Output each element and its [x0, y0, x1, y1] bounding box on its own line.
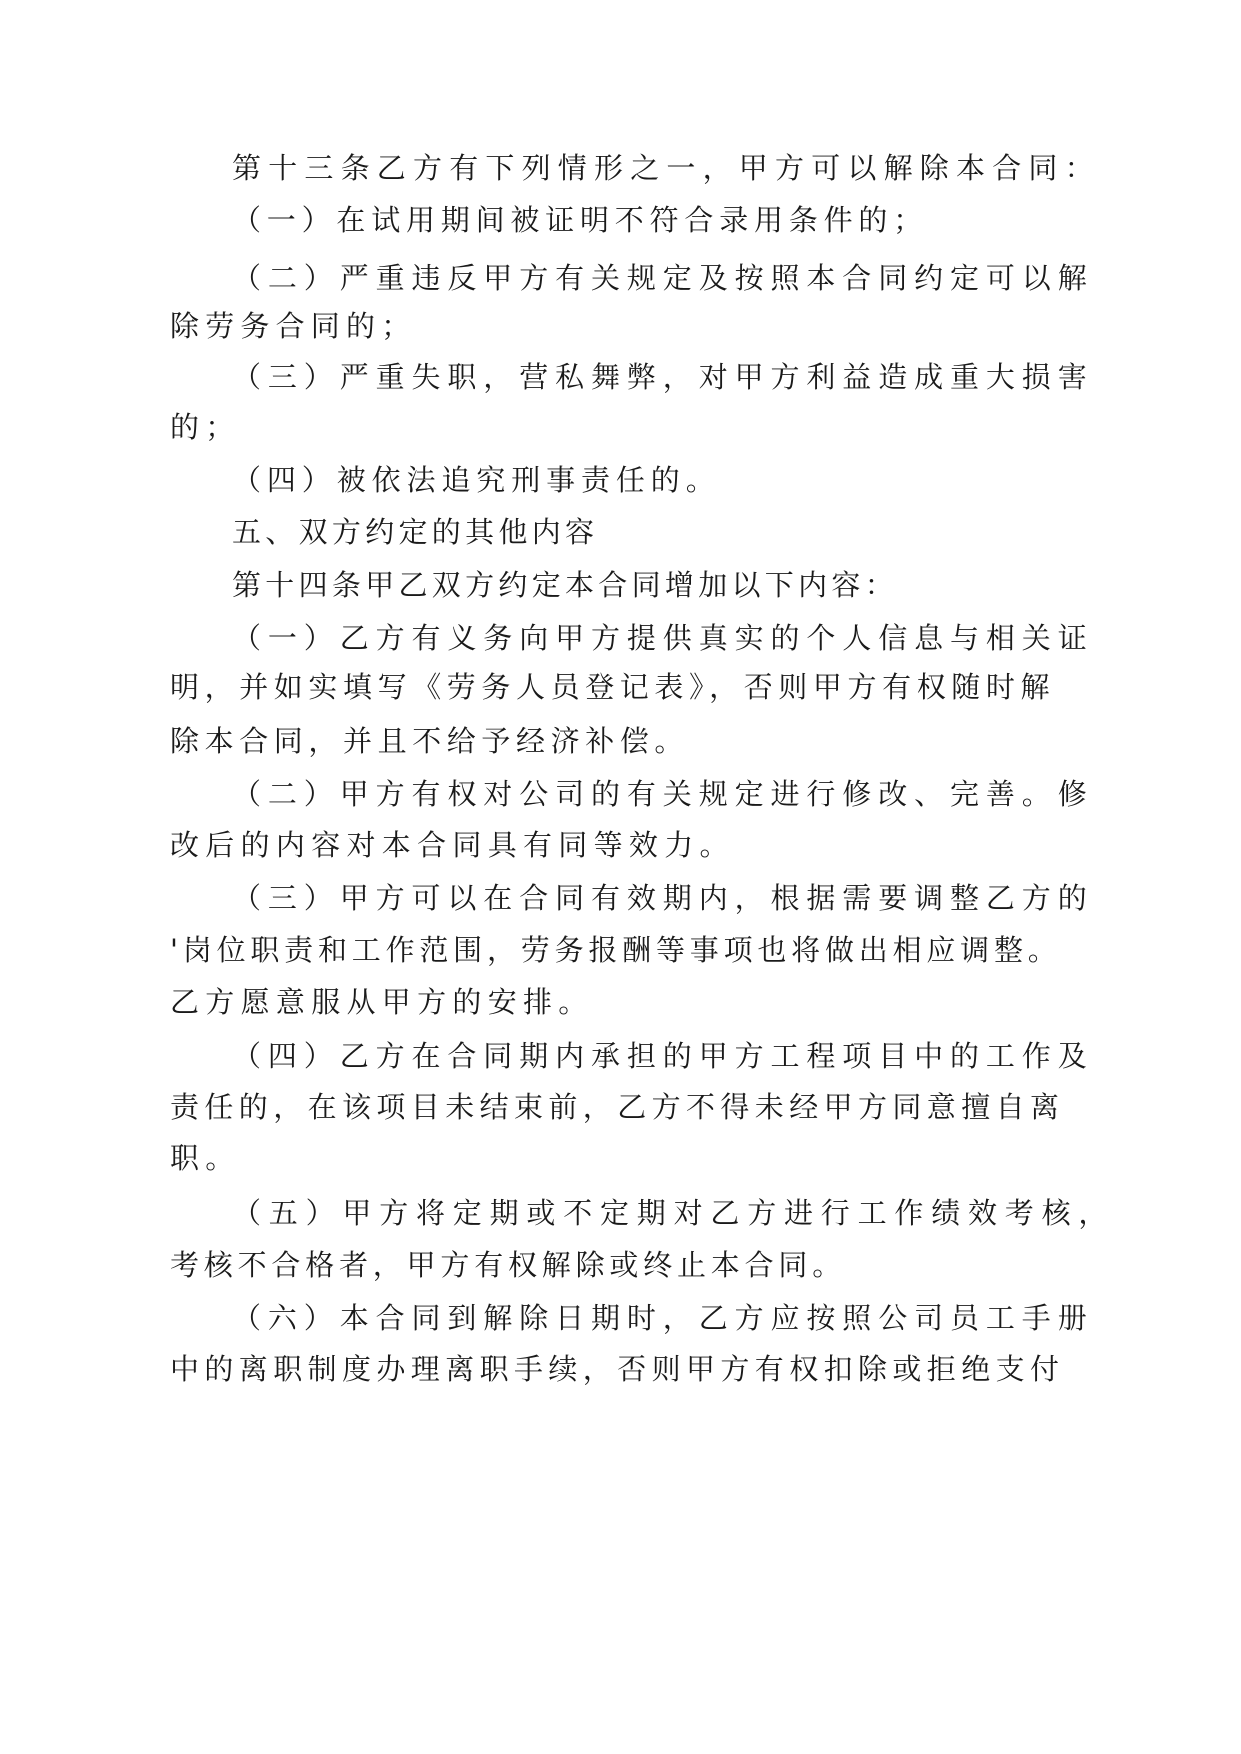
article-14-item-2: （二）甲方有权对公司的有关规定进行修改、完善。修	[232, 777, 1094, 811]
article-14-item-5: （五）甲方将定期或不定期对乙方进行工作绩效考核，	[232, 1196, 1116, 1230]
article-14-item-3-cont-2: 乙方愿意服从甲方的安排。	[170, 985, 594, 1019]
article-14-heading: 第十四条甲乙双方约定本合同增加以下内容：	[232, 568, 899, 602]
article-14-item-3-cont-1: '岗位职责和工作范围，劳务报酬等事项也将做出相应调整。	[170, 933, 1062, 967]
article-13-item-4: （四）被依法追究刑事责任的。	[232, 463, 721, 497]
article-14-item-4-cont-1: 责任的，在该项目未结束前，乙方不得未经甲方同意擅自离	[170, 1090, 1065, 1124]
section-5-heading: 五、双方约定的其他内容	[232, 515, 599, 549]
article-14-item-4-cont-2: 职。	[170, 1141, 241, 1175]
article-14-item-1-cont-2: 除本合同，并且不给予经济补偿。	[170, 724, 690, 758]
article-14-item-6: （六）本合同到解除日期时，乙方应按照公司员工手册	[232, 1301, 1094, 1335]
article-14-item-3: （三）甲方可以在合同有效期内，根据需要调整乙方的	[232, 881, 1094, 915]
article-13-heading: 第十三条乙方有下列情形之一，甲方可以解除本合同：	[232, 151, 1101, 185]
article-13-item-1: （一）在试用期间被证明不符合录用条件的；	[232, 203, 929, 237]
article-14-item-1: （一）乙方有义务向甲方提供真实的个人信息与相关证	[232, 621, 1094, 655]
article-14-item-5-cont: 考核不合格者，甲方有权解除或终止本合同。	[170, 1248, 847, 1282]
article-13-item-3-cont: 的；	[170, 410, 241, 444]
article-13-item-2: （二）严重违反甲方有关规定及按照本合同约定可以解	[232, 261, 1094, 295]
article-14-item-6-cont: 中的离职制度办理离职手续，否则甲方有权扣除或拒绝支付	[170, 1352, 1065, 1386]
article-13-item-3: （三）严重失职，营私舞弊，对甲方利益造成重大损害	[232, 360, 1094, 394]
article-14-item-2-cont: 改后的内容对本合同具有同等效力。	[170, 828, 735, 862]
article-14-item-1-cont-1: 明，并如实填写《劳务人员登记表》，否则甲方有权随时解	[170, 670, 1056, 704]
article-13-item-2-cont: 除劳务合同的；	[170, 309, 417, 343]
article-14-item-4: （四）乙方在合同期内承担的甲方工程项目中的工作及	[232, 1039, 1094, 1073]
